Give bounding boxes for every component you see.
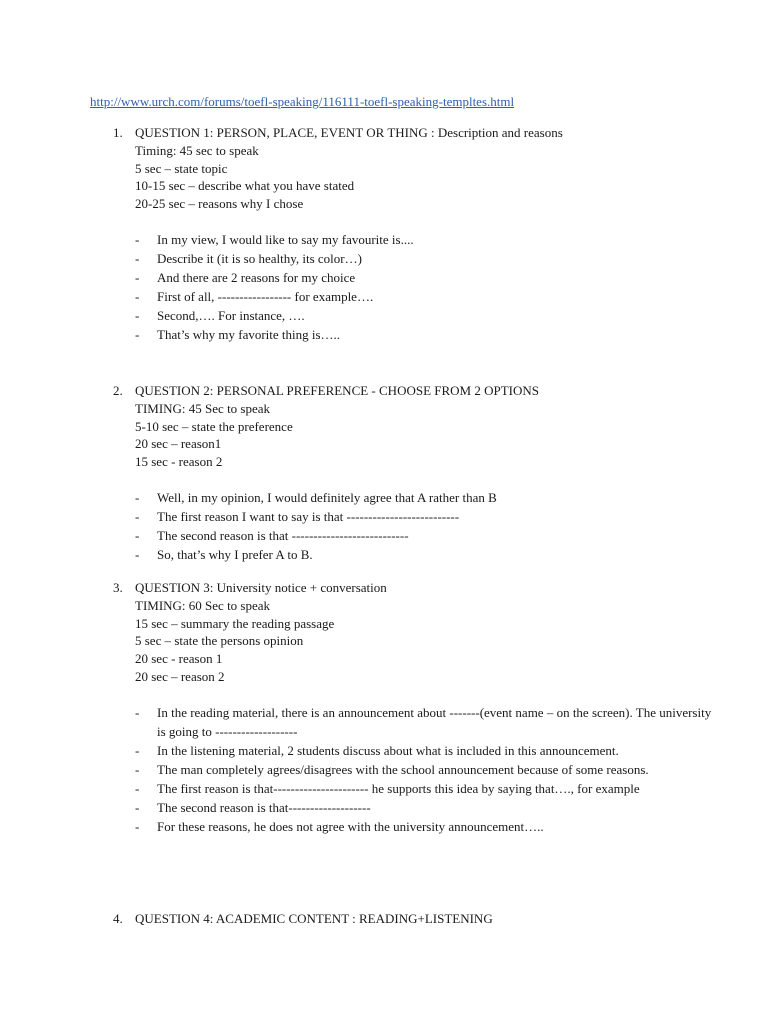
- list-item: [113, 230, 713, 249]
- list-item: [113, 779, 713, 798]
- list-item: [113, 798, 713, 817]
- bullet-dash: -: [135, 762, 140, 778]
- bullet-dash: -: [135, 743, 140, 759]
- list-item: [113, 488, 713, 507]
- timing-line: Timing: 45 sec to speak: [135, 143, 259, 158]
- list-item: [113, 325, 713, 344]
- question-title: QUESTION 2: PERSONAL PREFERENCE - CHOOSE FROM 2 OPTIONS: [135, 383, 540, 398]
- bullet-dash: -: [135, 251, 140, 267]
- list-item: [113, 507, 713, 526]
- list-item: [113, 268, 713, 287]
- bullet-text: Well, in my opinion, I would definitely agree that A rather than B: [157, 490, 497, 506]
- question-4-section: [113, 910, 713, 928]
- timing-line: 5 sec – state the persons opinion: [135, 633, 304, 649]
- bullet-dash: -: [135, 800, 140, 816]
- bullet-text: First of all, ----------------- for example….: [157, 289, 374, 305]
- template-bullets: [113, 230, 713, 344]
- bullet-dash: -: [135, 232, 140, 248]
- timing-line: TIMING: 60 Sec to speak: [135, 598, 271, 613]
- question-3-section: [113, 579, 713, 836]
- bullet-text: In the listening material, 2 students discuss about what is included in this announcement.: [157, 743, 619, 759]
- bullet-text: Describe it (it is so healthy, its color…): [157, 251, 362, 267]
- bullet-dash: -: [135, 289, 140, 305]
- question-title: QUESTION 3: University notice + conversation: [135, 580, 387, 595]
- question-number: 2.: [113, 383, 123, 398]
- bullet-dash: -: [135, 781, 140, 797]
- bullet-text: The first reason I want to say is that --------------------------: [157, 509, 460, 525]
- list-item: [113, 703, 713, 741]
- timing-line: 20-25 sec – reasons why I chose: [135, 196, 304, 212]
- question-title: QUESTION 4: ACADEMIC CONTENT : READING+LISTENING: [135, 911, 493, 926]
- timing-line: 15 sec - reason 2: [135, 454, 223, 470]
- timing-line: 20 sec – reason1: [135, 436, 222, 452]
- bullet-text: So, that’s why I prefer A to B.: [157, 547, 313, 563]
- timing-line: 10-15 sec – describe what you have stated: [135, 178, 355, 194]
- question-number: 3.: [113, 580, 123, 595]
- timing-line: 5-10 sec – state the preference: [135, 418, 293, 434]
- bullet-dash: -: [135, 327, 140, 343]
- list-item: [113, 249, 713, 268]
- timing-line: 20 sec - reason 1: [135, 651, 223, 667]
- bullet-text: The man completely agrees/disagrees with the school announcement because of some reasons.: [157, 762, 649, 778]
- bullet-text: And there are 2 reasons for my choice: [157, 270, 356, 286]
- list-item: [113, 760, 713, 779]
- timing-line: 20 sec – reason 2: [135, 668, 225, 684]
- bullet-dash: -: [135, 547, 140, 563]
- question-number: 1.: [113, 125, 123, 140]
- timing-line: TIMING: 45 Sec to speak: [135, 401, 271, 416]
- list-item: [113, 306, 713, 325]
- template-bullets: [113, 703, 713, 836]
- question-1-section: [113, 124, 713, 344]
- list-item: [113, 545, 713, 564]
- list-item: [113, 287, 713, 306]
- bullet-dash: -: [135, 819, 140, 835]
- bullet-text: Second,…. For instance, ….: [157, 308, 305, 324]
- question-2-section: [113, 382, 713, 564]
- bullet-text: In the reading material, there is an announcement about -------(event name – on the screen). The university is going to -------------------: [157, 705, 712, 740]
- bullet-dash: -: [135, 308, 140, 324]
- question-title: QUESTION 1: PERSON, PLACE, EVENT OR THING : Description and reasons: [135, 125, 563, 140]
- bullet-text: The first reason is that---------------------- he supports this idea by saying that…., for example: [157, 781, 640, 797]
- bullet-text: For these reasons, he does not agree with the university announcement…..: [157, 819, 544, 835]
- question-number: 4.: [113, 911, 123, 926]
- bullet-dash: -: [135, 270, 140, 286]
- timing-line: 5 sec – state topic: [135, 160, 228, 176]
- timing-line: 15 sec – summary the reading passage: [135, 615, 335, 631]
- list-item: [113, 741, 713, 760]
- bullet-text: The second reason is that ---------------------------: [157, 528, 409, 544]
- source-link[interactable]: http://www.urch.com/forums/toefl-speaking/116111-toefl-speaking-templtes.html: [90, 94, 515, 109]
- bullet-text: The second reason is that-------------------: [157, 800, 371, 816]
- list-item: [113, 817, 713, 836]
- list-item: [113, 526, 713, 545]
- bullet-dash: -: [135, 490, 140, 506]
- bullet-text: That’s why my favorite thing is…..: [157, 327, 341, 343]
- template-bullets: [113, 488, 713, 564]
- bullet-dash: -: [135, 509, 140, 525]
- bullet-dash: -: [135, 528, 140, 544]
- bullet-dash: -: [135, 705, 140, 721]
- bullet-text: In my view, I would like to say my favourite is....: [157, 232, 414, 248]
